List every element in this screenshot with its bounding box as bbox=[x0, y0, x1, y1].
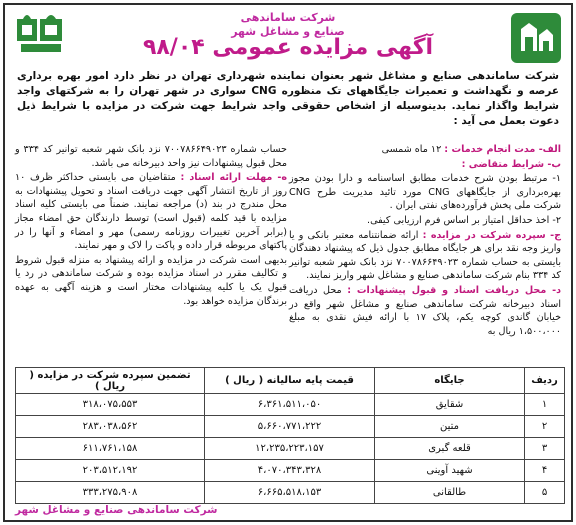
cell-deposit: ۲۰۳،۵۱۲،۱۹۲ bbox=[16, 460, 205, 482]
conditions-left-column bbox=[15, 143, 287, 309]
conditions bbox=[15, 143, 561, 365]
cell-base-price: ۶،۶۶۵،۵۱۸،۱۵۳ bbox=[205, 482, 375, 504]
cell-row-number: ۲ bbox=[525, 416, 565, 438]
cell-base-price: ۴،۰۷۰،۳۴۳،۳۲۸ bbox=[205, 460, 375, 482]
section-a bbox=[289, 143, 561, 157]
closing-note: بدیهی است شرکت در مزایده و ارائه پیشنهاد به منزله قبول شروط و تکالیف مقرر در اسناد مزایده بوده و شرکت ساماندهی در رد یا قبول یک یا کلیه پیشنهادات مختار است و هزینه آگهی به عهده برندگان مزایده خواهد بود. bbox=[15, 254, 287, 307]
cell-deposit: ۳۳۳،۲۷۵،۹۰۸ bbox=[16, 482, 205, 504]
table-row bbox=[16, 460, 565, 482]
section-a-label: الف- مدت انجام خدمات : bbox=[444, 144, 561, 155]
header-base-price: قیمت پایه سالیانه ( ریال ) bbox=[205, 368, 375, 394]
section-b-item-1: ۱- مرتبط بودن شرح خدمات مطابق اساسنامه و دارا بودن مجوز بهره‌برداری از جایگاههای CNG مورد تائید مدیریت طرح CNG شرکت ملی پخش فرآورده‌های نفتی ایران . bbox=[289, 173, 562, 212]
cell-station: قلعه گبری bbox=[375, 438, 525, 460]
footer-company-name: شرکت ساماندهی صنایع و مشاغل شهر bbox=[15, 504, 218, 516]
section-d-label: د- محل دریافت اسناد و قبول پیشنهادات : bbox=[347, 284, 562, 296]
table-row bbox=[16, 438, 565, 460]
advertisement bbox=[3, 3, 573, 522]
cell-station: شقایق bbox=[375, 394, 525, 416]
company-line-2: صنایع و مشاغل شهر bbox=[231, 25, 345, 38]
section-e-label: ه- مهلت ارائه اسناد : bbox=[180, 172, 288, 184]
cell-deposit: ۶۱۱،۷۶۱،۱۵۸ bbox=[16, 438, 205, 460]
section-c-label: ج- سپرده شرکت در مزایده : bbox=[422, 229, 561, 241]
section-e bbox=[15, 171, 287, 253]
cell-station: طالقانی bbox=[375, 482, 525, 504]
company-line-1: شرکت ساماندهی bbox=[240, 11, 336, 24]
cell-deposit: ۲۸۳،۰۳۸،۵۶۲ bbox=[16, 416, 205, 438]
intro-paragraph: شرکت ساماندهی صنایع و مشاغل شهر بعنوان نماینده شهرداری تهران در نظر دارد امور بهره برداری عرصه و نگهداشت و تعمیرات جایگاههای تک منظوره CNG سواری در شهر تهران را به شرکتهای واجد شرایط واگذار نماید. بدینوسیله از اشخاص حقوقی واجد شرایط جهت شرکت در مزایده با شرایط ذیل دعوت بعمل می آید : bbox=[17, 70, 559, 127]
header-station: جایگاه bbox=[375, 368, 525, 394]
cell-station: متین bbox=[375, 416, 525, 438]
table-row bbox=[16, 394, 565, 416]
cell-row-number: ۴ bbox=[525, 460, 565, 482]
table-row bbox=[16, 416, 565, 438]
cell-row-number: ۱ bbox=[525, 394, 565, 416]
table-row bbox=[16, 482, 565, 504]
conditions-right-column bbox=[289, 143, 561, 339]
section-a-text: ۱۲ ماه شمسی bbox=[381, 144, 445, 155]
ad-title: آگهی مزایده عمومی ۹۸/۰۴ bbox=[142, 35, 434, 60]
section-b-item-2: ۲- اخذ حداقل امتیاز بر اساس فرم ارزیابی کیفی. bbox=[367, 214, 561, 226]
section-d-text: محل دریافت اسناد دبیرخانه شرکت ساماندهی صنایع و مشاغل شهر واقع در خیابان گاندی کوچه یکم، پلاک ۱۷ با ارائه فیش نقدی به مبلغ ۱،۵۰۰،۰۰۰ ریال به bbox=[289, 284, 562, 337]
section-d bbox=[289, 284, 561, 338]
header-row-number: ردیف bbox=[525, 368, 565, 394]
cell-base-price: ۵،۶۶۰،۷۷۱،۲۲۲ bbox=[205, 416, 375, 438]
cell-station: شهید آوینی bbox=[375, 460, 525, 482]
section-c bbox=[289, 229, 561, 283]
cell-deposit: ۳۱۸،۰۷۵،۵۵۳ bbox=[16, 394, 205, 416]
section-b-label: ب- شرایط متقاضی : bbox=[461, 158, 561, 170]
section-b bbox=[289, 158, 561, 172]
section-e-text: متقاضیان می بایستی حداکثر ظرف ۱۰ روز از تاریخ انتشار آگهی جهت دریافت اسناد و تحویل پیشنهادات به محل مندرج در بند (د) مراجعه نمایند. ضمناً می بایستی کلیه اسناد مزایده با قید کلمه (قبول است) توسط دارندگان حق امضاء مجاز (برابر آخرین تغییرات روزنامه رسمی) مهر و امضاء و آنها را در پاکتهای مربوطه قرار داده و پاکت را لاک و مهر نمایند. bbox=[15, 172, 287, 252]
section-c-text: ارائه ضمانتنامه معتبر بانکی و یا واریز وجه نقد برای هر جایگاه مطابق جدول ذیل که پیشنهاد دهندگان بایستی به حساب شماره ۷۰۰۷۸۶۶۴۹۰۲۳ نزد بانک شهر شعبه توانیر کد ۳۳۴ بنام شرکت ساماندهی صنایع و مشاغل شهر واریز نمایند. bbox=[289, 229, 561, 282]
table-header-row bbox=[16, 368, 565, 394]
cell-base-price: ۶،۳۶۱،۵۱۱،۰۵۰ bbox=[205, 394, 375, 416]
section-d-continued: حساب شماره ۷۰۰۷۸۶۶۴۹۰۲۳ نزد بانک شهر شعبه توانیر کد ۳۳۴ و محل قبول پیشنهادات نیز واحد دبیرخانه می باشد. bbox=[15, 144, 287, 169]
cell-row-number: ۵ bbox=[525, 482, 565, 504]
cell-base-price: ۱۲،۲۳۵،۲۲۳،۱۵۷ bbox=[205, 438, 375, 460]
cell-row-number: ۳ bbox=[525, 438, 565, 460]
header-deposit: تضمین سپرده شرکت در مزایده ( ریال ) bbox=[16, 368, 205, 394]
stations-table bbox=[15, 367, 565, 504]
